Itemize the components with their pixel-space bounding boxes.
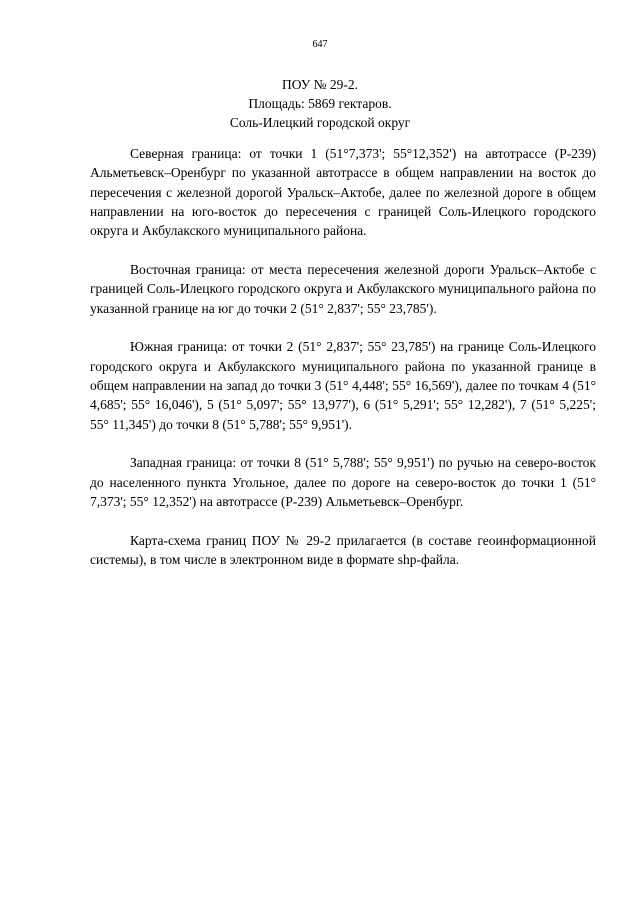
- header-title: ПОУ № 29-2.: [281, 77, 359, 92]
- page-number: 647: [312, 39, 328, 50]
- header-district: Соль-Илецкий городской округ: [229, 115, 411, 130]
- header-area: Площадь: 5869 гектаров.: [248, 96, 392, 111]
- paragraph-west-border: Западная граница: от точки 8 (51° 5,788'; 55° 9,951') по ручью на северо-восток до населенного пункта Угольное, далее по дороге на северо-восток до точки 1 (51° 7,373'; 55° 12,352') на автотрассе (Р-239) Альметьевск–Оренбург.: [90, 455, 596, 509]
- document-body: [90, 144, 596, 589]
- document-header: [60, 75, 580, 132]
- paragraph-east-border: Восточная граница: от места пересечения железной дороги Уральск–Актобе с границей Соль-Илецкого городского округа и Акбулакского муниципального района по указанной границе на юг до точки 2 (51° 2,837'; 55° 23,785').: [90, 261, 596, 316]
- paragraph-map-note: Карта-схема границ ПОУ № 29-2 прилагается (в составе геоинформационной системы), в том числе в электронном виде в формате shp-файла.: [90, 532, 596, 568]
- paragraph-north-border: Северная граница: от точки 1 (51°7,373'; 55°12,352') на автотрассе (Р-239) Альметьевск–Оренбург по указанной автотрассе в общем направлении на восток до пересечения с железной дорогой Уральск–Актобе, далее по железной дороге в общем направлении на юго-восток до пересечения с границей Соль-Илецкого городского округа и Акбулакского муниципального района.: [90, 146, 596, 239]
- paragraph-south-border: Южная граница: от точки 2 (51° 2,837'; 55° 23,785') на границе Соль-Илецкого городского округа и Акбулакского муниципального района по указанной границе в общем направлении на запад до точки 3 (51° 4,448'; 55° 16,569'), далее по точкам 4 (51° 4,685'; 55° 16,046'), 5 (51° 5,097'; 55° 13,977'), 6 (51° 5,291'; 55° 12,282'), 7 (51° 5,225'; 55° 11,345') до точки 8 (51° 5,788'; 55° 9,951').: [90, 339, 596, 432]
